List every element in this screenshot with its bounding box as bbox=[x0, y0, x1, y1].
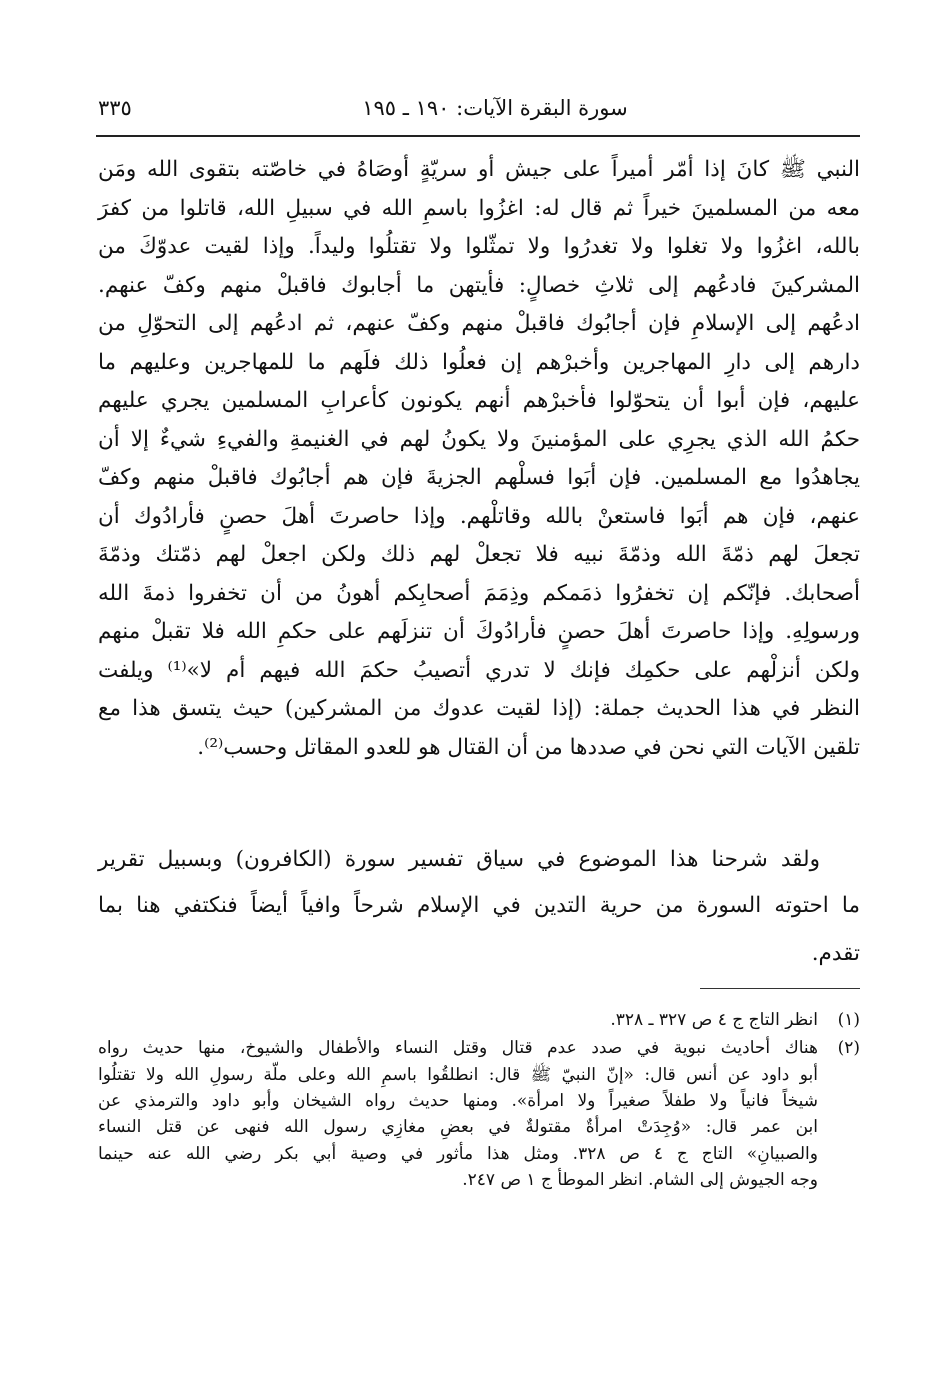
text-line: تقدم. bbox=[811, 941, 860, 966]
text-line: عليهم، فإن أبوا أن يتحوّلوا فأخبرْهم أنهم يكونون كأعرابِ المسلمين يجري عليهم bbox=[98, 388, 860, 413]
text-line: حكمُ الله الذي يجرِي على المؤمنينَ ولا يكونُ لهم في الغنيمةِ والفيءِ شيءٌ إلا أن bbox=[98, 426, 860, 452]
footnote-line: شيخاً فانياً ولا طفلاً صغيراً ولا امرأة». ومنها حديث رواه الشيخان وأبو داود والترمذي عن bbox=[98, 1090, 818, 1111]
page-number: ٣٣٥ bbox=[98, 96, 132, 120]
header-rule bbox=[96, 135, 860, 137]
text-line: النظر في هذا الحديث جملة: (إذا لقيت عدوك من المشركين) حيث يتسق هذا مع bbox=[98, 696, 860, 721]
footnote-line: هناك أحاديث نبوية في صدد عدم قتال وقتل النساء والأطفال والشيوخ، منها حديث رواه bbox=[98, 1038, 819, 1059]
footnote-marker: (٢) bbox=[837, 1038, 860, 1059]
text-line: النبي ﷺ كانَ إذا أمّر أميراً على جيش أو سريّةٍ أوصَاهُ في خاصّته بتقوى الله ومَن bbox=[98, 157, 860, 182]
running-title: سورة البقرة الآيات: ١٩٠ ـ ١٩٥ bbox=[362, 96, 628, 120]
text-line: يجاهدُوا مع المسلمين. فإن أبَوا فسلْهم الجزيةَ فإن هم أجابُوك فاقبلْ منهم وكفّ bbox=[98, 465, 860, 490]
text-line: ولقد شرحنا هذا الموضوع في سياق تفسير سورة (الكافرون) وبسبيل تقرير bbox=[98, 847, 820, 872]
footnote-marker: (١) bbox=[837, 1010, 860, 1030]
text-line: تجعلَ لهم ذمّةَ الله وذمّةَ نبيه فلا تجعلْ لهم ذلك ولكن اجعلْ لهم ذمّتك وذمّةَ bbox=[98, 542, 860, 567]
footnote-line: انظر التاج ج ٤ ص ٣٢٧ ـ ٣٢٨. bbox=[610, 1010, 818, 1030]
footnote-separator bbox=[700, 988, 860, 989]
text-line: ولكن أنزلْهم على حكمِك فإنك لا تدري أتصيبُ حكمَ الله فيهم أم لا»⁽¹⁾ ويلفت bbox=[98, 657, 860, 683]
text-line: دارهم إلى دارِ المهاجرين وأخبرْهم إن فعلُوا ذلك فلَهم ما للمهاجرين وعليهم ما bbox=[98, 349, 860, 375]
footnote-line: والصبيانِ» التاج ج ٤ ص ٣٢٨. ومثل هذا مأثور في وصية أبي بكر رضي الله عنه حينما bbox=[98, 1143, 818, 1164]
text-line: عنهم، فإن هم أبَوا فاستعنْ بالله وقاتلْهم. وإذا حاصرتَ أهلَ حصنٍ فأرادُوك أن bbox=[98, 503, 860, 529]
text-line: ادعُهم إلى الإسلامِ فإن أجابُوك فاقبلْ منهم وكفّ عنهم، ثم ادعُهم إلى التحوّلِ من bbox=[98, 311, 860, 336]
footnote-line: ابن عمر قال: «وُجِدَتْ امرأةٌ مقتولةٌ في بعضِ مغازِي رسول الله فنهى عن قتل النساء bbox=[98, 1117, 818, 1138]
text-line: تلقين الآيات التي نحن في صددها من أن القتال هو للعدو المقاتل وحسب⁽²⁾. bbox=[197, 734, 860, 760]
text-line: بالله، اغزُوا ولا تغلوا ولا تغدرُوا ولا تمثّلوا ولا تقتلُوا وليداً. وإذا لقيت عدوّكَ من bbox=[98, 234, 860, 259]
text-line: ما احتوته السورة من حرية التدين في الإسلام شرحاً وافياً أيضاً فنكتفي هنا بما bbox=[98, 893, 860, 918]
text-line: معه من المسلمينَ خيراً ثم قال له: اغزُوا باسمِ الله في سبيلِ الله، قاتلوا من كفرَ bbox=[98, 195, 860, 221]
footnote-line: وجه الجيوش إلى الشام. انظر الموطأ ج ١ ص ٢٤٧. bbox=[462, 1169, 818, 1190]
text-line: المشركينَ فادعُهم إلى ثلاثِ خصالٍ: فأيتهن ما أجابوك فاقبلْ منهم وكفّ عنهم. bbox=[98, 272, 860, 298]
footnote-line: أبو داود عن أنس قال: «إنّ النبيّ ﷺ قال: انطلقُوا باسمِ الله وعلى ملّة رسولِ الله ولا تقتلُوا bbox=[98, 1064, 818, 1085]
text-line: أصحابك. فإنّكم إن تخفرُوا ذمَمكم وذِمَمَ أصحابِكم أهونُ من أن تخفروا ذمةَ الله bbox=[98, 580, 860, 606]
text-line: ورسولِهِ. وإذا حاصرتَ أهلَ حصنٍ فأرادُوكَ أن تنزلَهم على حكمِ الله فلا تقبلْ منهم bbox=[98, 619, 860, 644]
